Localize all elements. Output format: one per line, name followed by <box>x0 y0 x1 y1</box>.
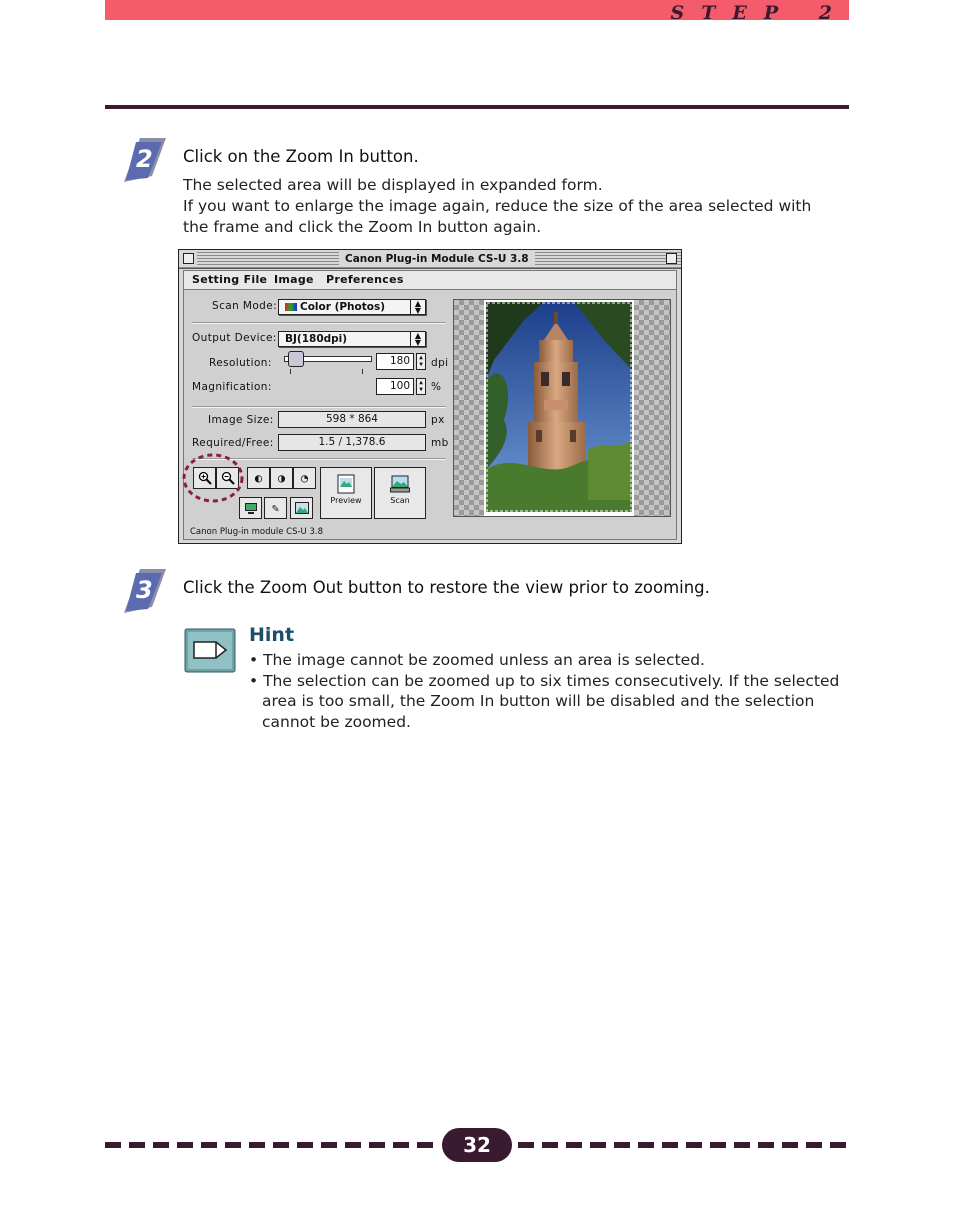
image-size-value: 598 * 864 <box>278 411 426 428</box>
rotate-left-button[interactable] <box>247 467 270 489</box>
scan-button-label: Scan <box>390 496 410 505</box>
window-footer-text: Canon Plug-in module CS-U 3.8 <box>190 527 324 537</box>
output-device-popup[interactable] <box>278 331 426 347</box>
hint-item: • The selection can be zoomed up to six times consecutively. If the selected <box>249 671 840 690</box>
detail-line: The selected area will be displayed in expanded form. <box>183 176 603 194</box>
monitor-icon <box>244 502 258 515</box>
menu-preferences[interactable]: Preferences <box>326 273 404 286</box>
resolution-label: Resolution: <box>209 357 272 369</box>
footer-dashes-right <box>518 1142 849 1148</box>
preview-photo-image <box>484 300 634 516</box>
hint-item: cannot be zoomed. <box>262 712 411 731</box>
resolution-stepper[interactable]: ▲ ▼ <box>416 353 426 370</box>
step-2-marker-icon <box>122 136 170 184</box>
popup-arrows-icon: ▲ ▼ <box>410 300 425 314</box>
preview-button-label: Preview <box>330 496 362 505</box>
output-device-value: BJ(180dpi) <box>285 333 348 345</box>
menubar <box>184 271 676 290</box>
zoom-highlight-circle-icon <box>181 452 245 504</box>
image-adjust-button[interactable] <box>290 497 313 519</box>
magnification-field[interactable]: 100 <box>376 378 414 395</box>
popup-arrows-icon: ▲ ▼ <box>410 332 425 346</box>
preview-area[interactable] <box>453 299 671 517</box>
scan-button[interactable] <box>374 467 426 519</box>
scan-mode-value: Color (Photos) <box>300 301 386 313</box>
resolution-slider-thumb[interactable] <box>288 351 304 367</box>
mirror-icon: ◑ <box>277 471 286 485</box>
color-mode-icon <box>285 303 297 311</box>
magnification-stepper[interactable]: ▲ ▼ <box>416 378 426 395</box>
image-size-label: Image Size: <box>208 414 274 426</box>
scan-mode-label: Scan Mode: <box>212 300 278 312</box>
required-free-value: 1.5 / 1,378.6 <box>278 434 426 451</box>
preview-button[interactable] <box>320 467 372 519</box>
rotate-right-icon: ◔ <box>300 471 309 485</box>
preview-icon <box>337 474 355 494</box>
eyedropper-icon: ✎ <box>271 501 280 515</box>
step-2-details <box>183 175 843 238</box>
hint-item: area is too small, the Zoom In button will be disabled and the selection <box>262 692 815 710</box>
mirror-button[interactable] <box>270 467 293 489</box>
hint-title: Hint <box>249 624 295 646</box>
step-2-instruction: Click on the Zoom In button. <box>183 147 419 166</box>
plugin-window <box>178 249 682 544</box>
output-device-label: Output Device: <box>192 332 277 344</box>
magnification-unit: % <box>431 381 442 393</box>
magnification-label: Magnification: <box>192 381 272 393</box>
required-free-label: Required/Free: <box>192 437 274 449</box>
scan-icon <box>390 474 410 494</box>
step-label: STEP 2 <box>670 2 849 24</box>
step-3-marker-icon <box>122 567 170 615</box>
window-content <box>183 270 677 540</box>
detail-line: the frame and click the Zoom In button again. <box>183 218 542 236</box>
hint-pencil-icon <box>184 628 236 673</box>
window-zoom-box-icon[interactable] <box>666 253 677 264</box>
menu-setting-file[interactable]: Setting File <box>192 273 268 286</box>
footer-dashes-left <box>105 1142 435 1148</box>
resolution-field[interactable]: 180 <box>376 353 414 370</box>
resolution-unit: dpi <box>431 357 449 369</box>
rotate-right-button[interactable] <box>293 467 316 489</box>
step-3-instruction: Click the Zoom Out button to restore the view prior to zooming. <box>183 578 710 597</box>
header-rule <box>105 105 849 109</box>
divider <box>192 322 446 324</box>
scan-mode-popup[interactable] <box>278 299 426 315</box>
image-adjust-icon <box>295 502 309 514</box>
image-size-unit: px <box>431 414 445 426</box>
rotate-left-icon: ◐ <box>254 471 263 485</box>
divider <box>192 406 446 408</box>
window-title: Canon Plug-in Module CS-U 3.8 <box>339 251 535 267</box>
eyedropper-button[interactable] <box>264 497 287 519</box>
hint-list <box>249 650 849 732</box>
page-number: 32 <box>442 1128 512 1162</box>
step-2-number: 2 <box>136 145 153 173</box>
hint-item: • The image cannot be zoomed unless an area is selected. <box>249 651 705 669</box>
window-titlebar[interactable] <box>179 250 681 269</box>
close-box-icon[interactable] <box>183 253 194 264</box>
step-3-number: 3 <box>136 576 153 604</box>
menu-image[interactable]: Image <box>274 273 314 286</box>
detail-line: If you want to enlarge the image again, reduce the size of the area selected with <box>183 197 812 215</box>
required-free-unit: mb <box>431 437 449 449</box>
